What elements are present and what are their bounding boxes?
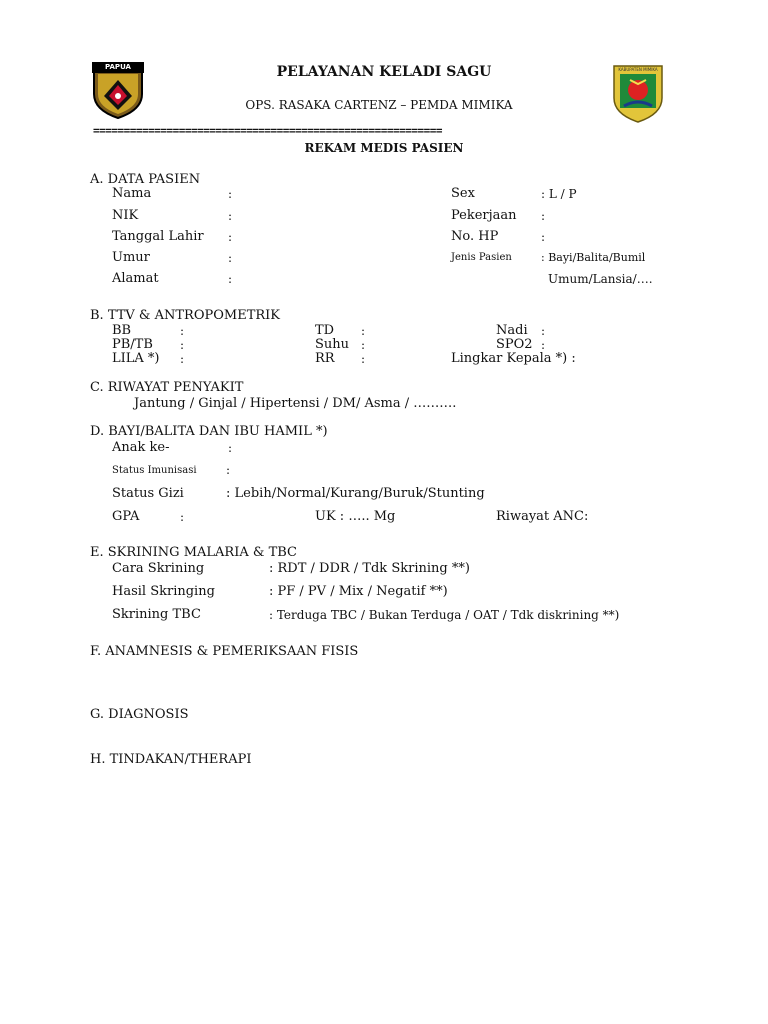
document-subtitle: OPS. RASAKA CARTENZ – PEMDA MIMIKA — [245, 98, 513, 112]
document-title: PELAYANAN KELADI SAGU — [276, 64, 492, 80]
label-pb-tb: PB/TB — [112, 337, 153, 352]
section-c-heading: C. RIWAYAT PENYAKIT — [90, 380, 244, 395]
colon: : — [180, 324, 185, 338]
label-status-imunisasi: Status Imunisasi — [112, 465, 197, 476]
label-cara-skrining: Cara Skrining — [112, 561, 205, 576]
colon: : — [228, 272, 233, 286]
value-status-gizi: : Lebih/Normal/Kurang/Buruk/Stunting — [226, 486, 485, 501]
value-sex: : L / P — [541, 187, 577, 201]
value-skrining-tbc: : Terduga TBC / Bukan Terduga / OAT / Tdk diskrining **) — [269, 608, 620, 622]
section-a-heading: A. DATA PASIEN — [90, 172, 201, 187]
colon: : — [180, 338, 185, 352]
section-g-heading: G. DIAGNOSIS — [90, 707, 189, 722]
colon: : — [361, 324, 366, 338]
label-hasil-skringing: Hasil Skringing — [112, 584, 215, 599]
mimika-logo-text: KABUPATEN MIMIKA — [618, 67, 658, 72]
colon: : — [541, 209, 546, 223]
section-h-heading: H. TINDAKAN/THERAPI — [90, 752, 252, 767]
section-b-heading: B. TTV & ANTROPOMETRIK — [90, 308, 281, 323]
colon: : — [226, 463, 231, 477]
colon: : — [228, 230, 233, 244]
value-jenis-pasien: : Bayi/Balita/Bumil — [541, 251, 646, 264]
label-lila: LILA *) — [112, 351, 160, 366]
label-pekerjaan: Pekerjaan — [451, 208, 517, 223]
label-suhu: Suhu — [315, 337, 350, 352]
colon: : — [361, 352, 366, 366]
colon: : — [541, 324, 546, 338]
label-spo2: SPO2 — [496, 337, 533, 352]
colon: : — [180, 510, 185, 524]
police-logo-text: PAPUA — [105, 63, 131, 71]
riwayat-penyakit-options: Jantung / Ginjal / Hipertensi / DM/ Asma / ………. — [134, 396, 457, 411]
label-umur: Umur — [112, 250, 150, 265]
colon: : — [228, 187, 233, 201]
section-f-heading: F. ANAMNESIS & PEMERIKSAAN FISIS — [90, 644, 359, 659]
colon: : — [228, 251, 233, 265]
colon: : — [228, 441, 233, 455]
colon: : — [361, 338, 366, 352]
label-jenis-pasien: Jenis Pasien — [451, 252, 512, 263]
label-nik: NIK — [112, 208, 139, 223]
label-nadi: Nadi — [496, 323, 528, 338]
section-d-heading: D. BAYI/BALITA DAN IBU HAMIL *) — [90, 424, 328, 439]
value-hasil-skringing: : PF / PV / Mix / Negatif **) — [269, 584, 448, 599]
value-jenis-pasien-2: Umum/Lansia/…. — [548, 272, 653, 286]
label-no-hp: No. HP — [451, 229, 499, 244]
label-td: TD — [315, 323, 335, 338]
label-nama: Nama — [112, 186, 152, 201]
colon: : — [180, 352, 185, 366]
section-e-heading: E. SKRINING MALARIA & TBC — [90, 545, 297, 560]
label-status-gizi: Status Gizi — [112, 486, 184, 501]
colon: : — [541, 338, 546, 352]
value-cara-skrining: : RDT / DDR / Tdk Skrining **) — [269, 561, 470, 576]
label-alamat: Alamat — [112, 271, 159, 286]
label-uk: UK : ….. Mg — [315, 509, 396, 524]
label-sex: Sex — [451, 186, 475, 201]
label-tanggal-lahir: Tanggal Lahir — [112, 229, 204, 244]
form-title: REKAM MEDIS PASIEN — [304, 141, 464, 155]
header-divider: ========================================================= — [93, 124, 442, 137]
label-lingkar-kepala: Lingkar Kepala *) : — [451, 351, 576, 366]
label-gpa: GPA — [112, 509, 140, 524]
colon: : — [541, 230, 546, 244]
colon: : — [228, 209, 233, 223]
label-skrining-tbc: Skrining TBC — [112, 607, 201, 622]
label-anak-ke: Anak ke- — [112, 440, 170, 455]
label-riwayat-anc: Riwayat ANC: — [496, 509, 589, 524]
label-rr: RR — [315, 351, 335, 366]
label-bb: BB — [112, 323, 132, 338]
